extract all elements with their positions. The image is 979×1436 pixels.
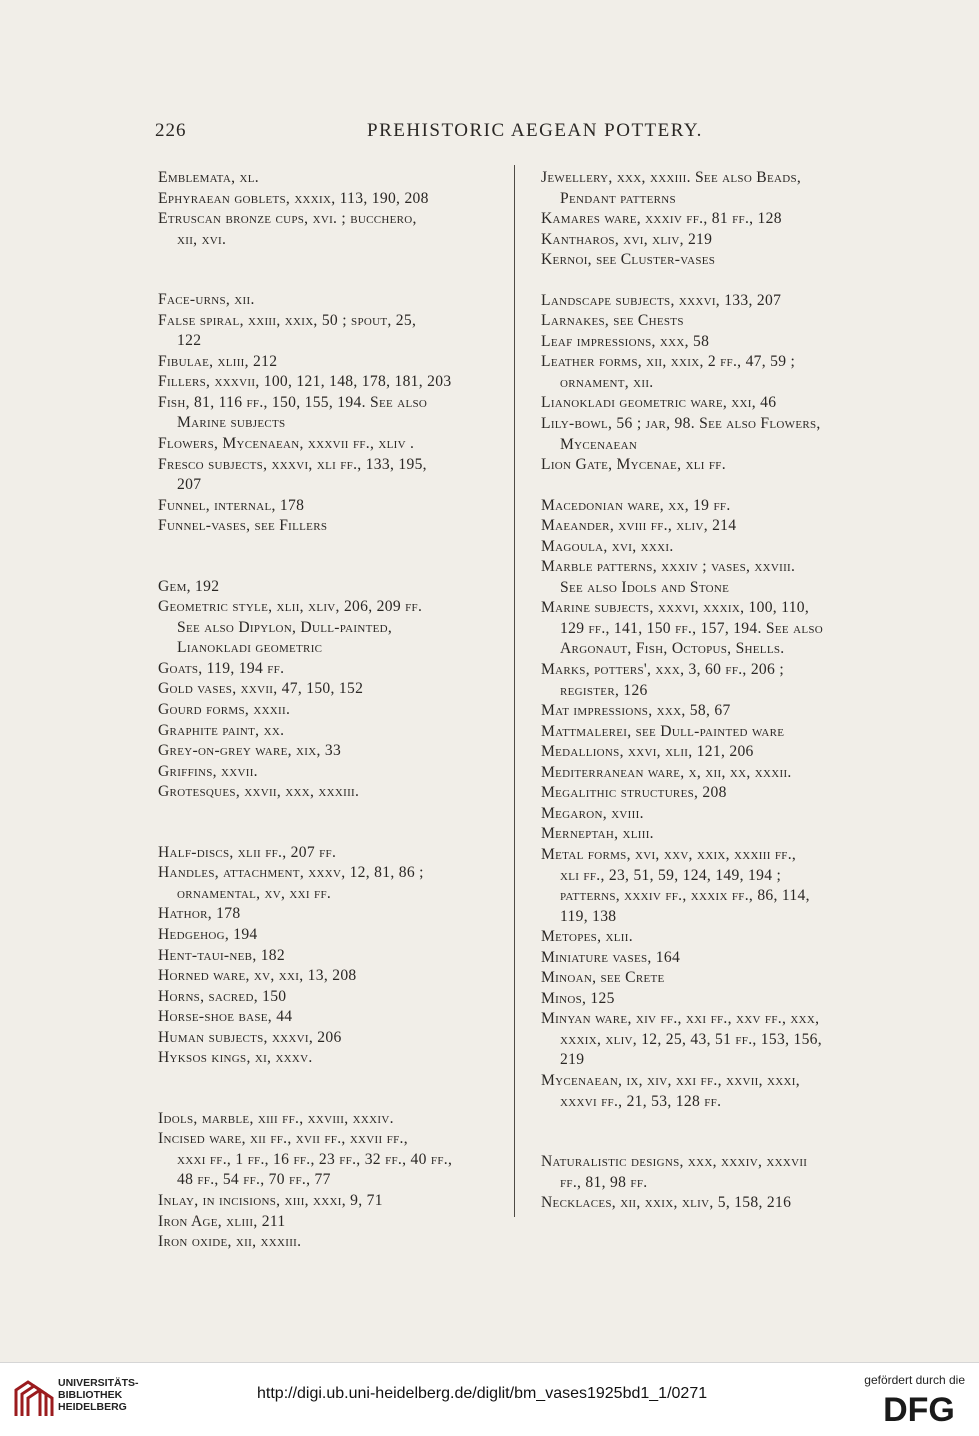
index-entry: Leather forms, xii, xxix, 2 ff., 47, 59 ; bbox=[541, 353, 796, 371]
index-entry: False spiral, xxiii, xxix, 50 ; spout, 25, bbox=[158, 311, 417, 329]
index-entry-continuation: 207 bbox=[177, 476, 202, 494]
index-entry: Mediterranean ware, x, xii, xx, xxxii. bbox=[541, 763, 792, 781]
index-entry: Macedonian ware, xx, 19 ff. bbox=[541, 496, 731, 514]
index-entry: Gourd forms, xxxii. bbox=[158, 701, 291, 719]
index-entry: Medallions, xxvi, xlii, 121, 206 bbox=[541, 743, 754, 761]
index-entry: Face-urns, xii. bbox=[158, 291, 255, 309]
index-entry: Hent-taui-neb, 182 bbox=[158, 946, 286, 964]
index-entry: Goats, 119, 194 ff. bbox=[158, 659, 285, 677]
index-entry: Griffins, xxvii. bbox=[158, 762, 258, 780]
index-entry: Inlay, in incisions, xiii, xxxi, 9, 71 bbox=[158, 1191, 383, 1209]
index-entry: Lily-bowl, 56 ; jar, 98. See also Flowers, bbox=[541, 415, 821, 433]
index-entry-continuation: xii, xvi. bbox=[177, 230, 227, 248]
index-entry: Fresco subjects, xxxvi, xli ff., 133, 195, bbox=[158, 455, 427, 473]
index-entry-continuation: patterns, xxxiv ff., xxxix ff., 86, 114, bbox=[560, 887, 810, 905]
index-entry: Kantharos, xvi, xliv, 219 bbox=[541, 230, 713, 248]
index-entry: Minoan, see Crete bbox=[541, 969, 665, 987]
index-entry: Kamares ware, xxxiv ff., 81 ff., 128 bbox=[541, 210, 782, 228]
index-entry: Half-discs, xlii ff., 207 ff. bbox=[158, 843, 337, 861]
index-entry: Flowers, Mycenaean, xxxvii ff., xliv . bbox=[158, 435, 415, 453]
index-entry: Hathor, 178 bbox=[158, 905, 241, 923]
index-entry-continuation: Mycenaean bbox=[560, 435, 638, 453]
section-gap bbox=[541, 476, 883, 496]
section-gap bbox=[158, 270, 503, 290]
index-entry: Emblemata, xl. bbox=[158, 169, 259, 186]
section-gap bbox=[158, 557, 503, 577]
index-entry: Megalithic structures, 208 bbox=[541, 784, 727, 802]
index-entry: Funnel, internal, 178 bbox=[158, 496, 305, 514]
index-entry: Metopes, xlii. bbox=[541, 928, 633, 946]
index-entry: Geometric style, xlii, xliv, 206, 209 ff. bbox=[158, 598, 423, 616]
index-entry-continuation: xxxvi ff., 21, 53, 128 ff. bbox=[560, 1092, 722, 1110]
index-entry: Gold vases, xxvii, 47, 150, 152 bbox=[158, 680, 364, 698]
index-entry: Metal forms, xvi, xxv, xxix, xxxiii ff., bbox=[541, 845, 797, 863]
index-entry: Leaf impressions, xxx, 58 bbox=[541, 332, 710, 350]
index-entry: Horns, sacred, 150 bbox=[158, 987, 287, 1005]
running-title: PREHISTORIC AEGEAN POTTERY. bbox=[367, 120, 703, 141]
index-entry: Horse-shoe base, 44 bbox=[158, 1008, 293, 1026]
index-entry: Landscape subjects, xxxvi, 133, 207 bbox=[541, 291, 782, 309]
index-entry: Fibulae, xliii, 212 bbox=[158, 352, 278, 370]
index-entry: Minyan ware, xiv ff., xxi ff., xxv ff., xxx, bbox=[541, 1010, 820, 1028]
section-gap bbox=[541, 1112, 883, 1132]
dfg-logo-text: DFG bbox=[883, 1391, 955, 1425]
index-entry: Mycenaean, ix, xiv, xxi ff., xxvii, xxxi, bbox=[541, 1071, 800, 1089]
index-entry-continuation: Pendant patterns bbox=[560, 189, 676, 207]
index-entry: Lion Gate, Mycenae, xli ff. bbox=[541, 456, 726, 474]
index-entry-continuation: ornamental, xv, xxi ff. bbox=[177, 884, 332, 902]
index-entry: Naturalistic designs, xxx, xxxiv, xxxvii bbox=[541, 1153, 808, 1171]
index-entry: Necklaces, xii, xxix, xliv, 5, 158, 216 bbox=[541, 1194, 792, 1212]
index-entry: Iron Age, xliii, 211 bbox=[158, 1212, 286, 1230]
index-entry: Kernoi, see Cluster-vases bbox=[541, 251, 716, 269]
index-entry: Minos, 125 bbox=[541, 989, 615, 1007]
index-entry: Mat impressions, xxx, 58, 67 bbox=[541, 702, 731, 720]
index-entry: Funnel-vases, see Fillers bbox=[158, 517, 328, 535]
index-entry: Gem, 192 bbox=[158, 577, 220, 595]
index-entry: Lianokladi geometric ware, xxi, 46 bbox=[541, 394, 777, 412]
institution-line: HEIDELBERG bbox=[58, 1401, 127, 1413]
index-entry: Fillers, xxxvii, 100, 121, 148, 178, 181, 203 bbox=[158, 373, 452, 391]
index-entry: Grotesques, xxvii, xxx, xxxiii. bbox=[158, 783, 360, 801]
index-entry: Maeander, xviii ff., xliv, 214 bbox=[541, 517, 737, 535]
viewer-footer bbox=[0, 1362, 979, 1436]
index-entry: Larnakes, see Chests bbox=[541, 312, 684, 330]
index-entry: Marble patterns, xxxiv ; vases, xxviii. bbox=[541, 558, 796, 576]
section-gap bbox=[158, 803, 503, 823]
section-gap bbox=[158, 1089, 503, 1109]
index-entry-continuation: Marine subjects bbox=[177, 414, 286, 432]
index-entry-continuation: 119, 138 bbox=[560, 907, 617, 925]
index-entry-continuation: register, 126 bbox=[560, 681, 648, 699]
section-gap bbox=[158, 1069, 503, 1089]
running-header bbox=[155, 120, 849, 148]
section-gap bbox=[541, 271, 883, 291]
index-entry: Horned ware, xv, xxi, 13, 208 bbox=[158, 967, 357, 985]
index-entry: Mattmalerei, see Dull-painted ware bbox=[541, 722, 785, 740]
section-gap bbox=[541, 1132, 883, 1152]
index-entry: Etruscan bronze cups, xvi. ; bucchero, bbox=[158, 210, 417, 228]
index-entry: Merneptah, xliii. bbox=[541, 825, 654, 843]
index-entry-continuation: ff., 81, 98 ff. bbox=[560, 1173, 648, 1191]
index-entry-continuation: ornament, xii. bbox=[560, 373, 654, 391]
index-entry-continuation: xxxix, xliv, 12, 25, 43, 51 ff., 153, 156, bbox=[560, 1030, 822, 1048]
index-entry-continuation: See also Dipylon, Dull-painted, bbox=[177, 618, 393, 636]
index-entry-continuation: xli ff., 23, 51, 59, 124, 149, 194 ; bbox=[560, 866, 782, 884]
page-number: 226 bbox=[155, 120, 187, 141]
dfg-logo[interactable] bbox=[873, 1391, 965, 1425]
index-entry-continuation: 129 ff., 141, 150 ff., 157, 194. See also bbox=[560, 619, 824, 637]
index-entry: Ephyraean goblets, xxxix, 113, 190, 208 bbox=[158, 189, 429, 207]
index-entry: Magoula, xvi, xxxi. bbox=[541, 537, 674, 555]
index-entry-continuation: 122 bbox=[177, 332, 202, 350]
institution-line: BIBLIOTHEK bbox=[58, 1389, 123, 1401]
section-gap bbox=[158, 250, 503, 270]
index-column-left bbox=[158, 168, 503, 1253]
index-entry: Idols, marble, xiii ff., xxviii, xxxiv. bbox=[158, 1109, 394, 1127]
institution-line: UNIVERSITÄTS- bbox=[58, 1377, 139, 1389]
index-entry-continuation: xxxi ff., 1 ff., 16 ff., 23 ff., 32 ff., 40 ff., bbox=[177, 1150, 453, 1168]
index-entry: Hedgehog, 194 bbox=[158, 925, 258, 943]
index-entry-continuation: See also Idols and Stone bbox=[560, 578, 730, 596]
index-entry: Marine subjects, xxxvi, xxxix, 100, 110, bbox=[541, 599, 810, 617]
index-entry-continuation: 48 ff., 54 ff., 70 ff., 77 bbox=[177, 1171, 331, 1189]
index-entry: Grey-on-grey ware, xix, 33 bbox=[158, 742, 342, 760]
index-entry: Human subjects, xxxvi, 206 bbox=[158, 1028, 342, 1046]
index-entry: Jewellery, xxx, xxxiii. See also Beads, bbox=[541, 169, 802, 186]
index-entry-continuation: Lianokladi geometric bbox=[177, 639, 323, 657]
index-entry: Hyksos kings, xi, xxxv. bbox=[158, 1049, 313, 1067]
index-entry: Iron oxide, xii, xxxiii. bbox=[158, 1233, 302, 1251]
index-entry: Fish, 81, 116 ff., 150, 155, 194. See also bbox=[158, 393, 428, 411]
index-entry: Marks, potters', xxx, 3, 60 ff., 206 ; bbox=[541, 661, 784, 679]
university-library-name bbox=[58, 1377, 139, 1413]
index-entry-continuation: Argonaut, Fish, Octopus, Shells. bbox=[560, 640, 785, 658]
university-library-logo[interactable] bbox=[10, 1376, 56, 1422]
column-divider bbox=[514, 165, 515, 1217]
index-entry-continuation: 219 bbox=[560, 1051, 585, 1069]
index-entry: Megaron, xviii. bbox=[541, 804, 644, 822]
index-column-right bbox=[541, 168, 883, 1214]
funder-caption: gefördert durch die bbox=[864, 1373, 965, 1387]
index-entry: Graphite paint, xx. bbox=[158, 721, 285, 739]
permalink-url[interactable]: http://digi.ub.uni-heidelberg.de/diglit/bm_vases1925bd1_1/0271 bbox=[257, 1385, 708, 1402]
section-gap bbox=[158, 823, 503, 843]
section-gap bbox=[158, 537, 503, 557]
index-entry: Miniature vases, 164 bbox=[541, 948, 681, 966]
index-entry: Incised ware, xii ff., xvii ff., xxvii ff., bbox=[158, 1130, 408, 1148]
index-entry: Handles, attachment, xxxv, 12, 81, 86 ; bbox=[158, 864, 424, 882]
